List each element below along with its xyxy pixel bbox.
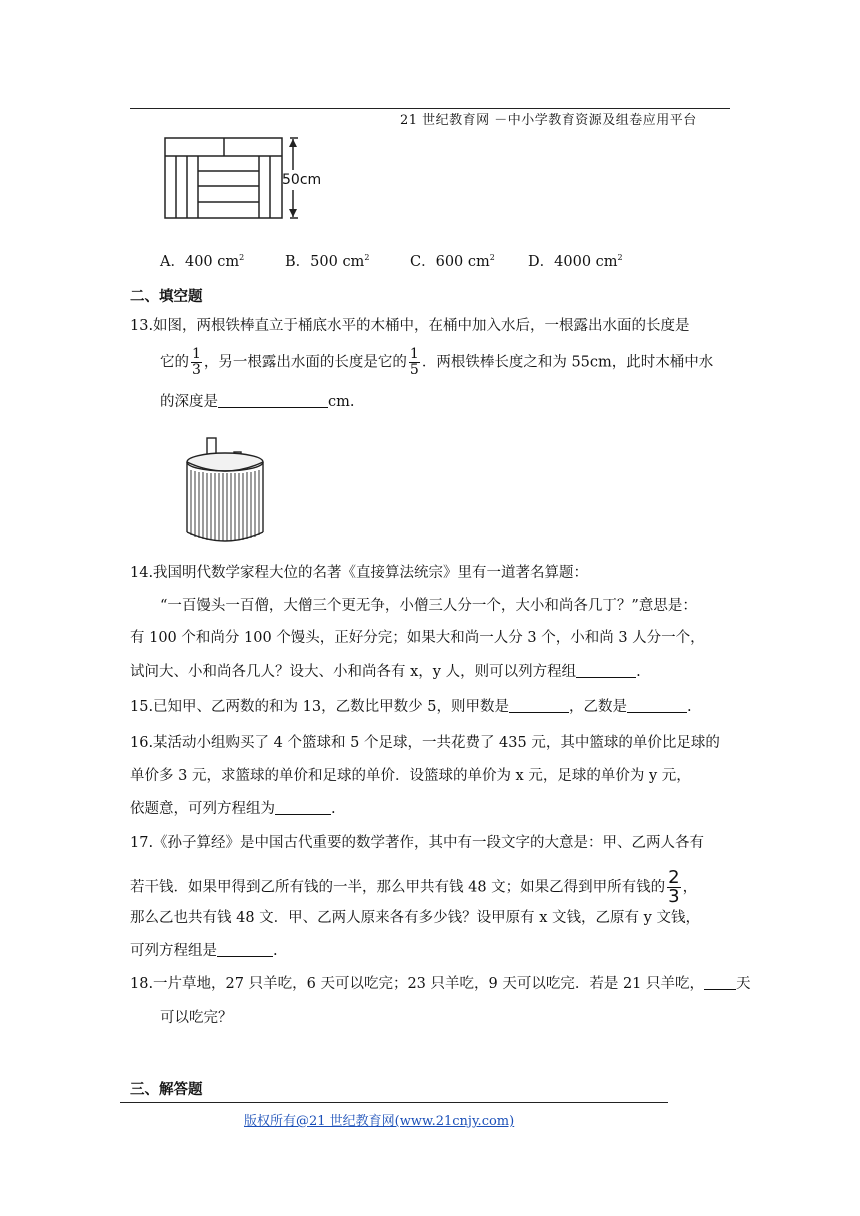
q15-answer-blank-1[interactable] xyxy=(509,698,569,713)
choice-d: D．4000 $cm^2$ xyxy=(528,253,623,270)
q18-line1: 18.一片草地，27 只羊吃，6 天可以吃完；23 只羊吃，9 天可以吃完．若是 21 只羊吃， 天 xyxy=(130,976,751,992)
q13-line3: 的深度是 cm. xyxy=(160,394,355,410)
q15-line: 15.已知甲、乙两数的和为 13，乙数比甲数少 5，则甲数是 ，乙数是 . xyxy=(130,699,692,715)
choice-b: B．500 $cm^2$ xyxy=(285,253,370,270)
q16-line2: 单价多 3 元，求篮球的单价和足球的单价．设篮球的单价为 x 元，足球的单价为 y 元， xyxy=(130,768,691,784)
q14-line2: “一百馒头一百僧，大僧三个更无争，小僧三人分一个，大小和尚各几丁？”意思是： xyxy=(160,598,697,614)
q17-fraction-2-3: $\frac{2}{3}$ xyxy=(668,867,680,907)
q17-line3: 那么乙也共有钱 48 文．甲、乙两人原来各有多少钱？设甲原有 x 文钱，乙原有 y 文钱， xyxy=(130,910,700,926)
q14-line3: 有 100 个和尚分 100 个馒头，正好分完；如果大和尚一人分 3 个，小和尚 3 人分一个， xyxy=(130,630,705,646)
q13-answer-blank[interactable] xyxy=(218,393,328,408)
q18-line2: 可以吃完？ xyxy=(160,1010,233,1026)
section-fill-in-title: 二、填空题 xyxy=(130,289,203,305)
q17-answer-blank[interactable] xyxy=(217,942,273,957)
q14-line1: 14.我国明代数学家程大位的名著《直接算法统宗》里有一道著名算题： xyxy=(130,565,589,581)
footer-rule xyxy=(120,1102,668,1103)
section-answer-title: 三、解答题 xyxy=(130,1082,203,1098)
q13-figure-bucket xyxy=(180,434,270,546)
q17-line4: 可列方程组是 . xyxy=(130,943,278,959)
q16-line1: 16.某活动小组购买了 4 个篮球和 5 个足球，一共花费了 435 元，其中篮球的单价比足球的 xyxy=(130,735,720,751)
q13-fraction-1-3: $\frac{1}{3}$ xyxy=(192,346,201,378)
q18-answer-blank[interactable] xyxy=(704,975,736,990)
q13-line1: 13.如图，两根铁棒直立于桶底水平的木桶中，在桶中加入水后，一根露出水面的长度是 xyxy=(130,318,690,334)
q13-line2: 它的 $\frac{1}{3}$ ，另一根露出水面的长度是它的 $\frac{1}{5}$ ．两根铁棒长度之和为 55cm，此时木桶中水 xyxy=(160,346,714,378)
q14-line4: 试问大、小和尚各几人？设大、小和尚各有 x，y 人，则可以列方程组 . xyxy=(130,664,641,680)
q13-fraction-1-5: $\frac{1}{5}$ xyxy=(409,346,419,378)
q16-answer-blank[interactable] xyxy=(275,800,331,815)
choice-c: C．600 $cm^2$ xyxy=(410,253,495,270)
q14-answer-blank[interactable] xyxy=(576,663,636,678)
q15-answer-blank-2[interactable] xyxy=(627,698,687,713)
header-title: 21 世纪教育网 －中小学教育资源及组卷应用平台 xyxy=(400,113,697,128)
choice-a: A．400 $cm^2$ xyxy=(160,253,245,270)
q17-line1: 17.《孙子算经》是中国古代重要的数学著作，其中有一段文字的大意是：甲、乙两人各有 xyxy=(130,835,705,851)
q17-line2: 若干钱．如果甲得到乙所有钱的一半，那么甲共有钱 48 文；如果乙得到甲所有钱的 $\frac{2}{3}$ ， xyxy=(130,867,698,907)
q16-line3: 依题意，可列方程组为 . xyxy=(130,801,336,817)
footer-copyright-link[interactable]: 版权所有@21 世纪教育网(www.21cnjy.com) xyxy=(244,1114,515,1129)
q12-figure-label: 50cm xyxy=(282,172,322,188)
